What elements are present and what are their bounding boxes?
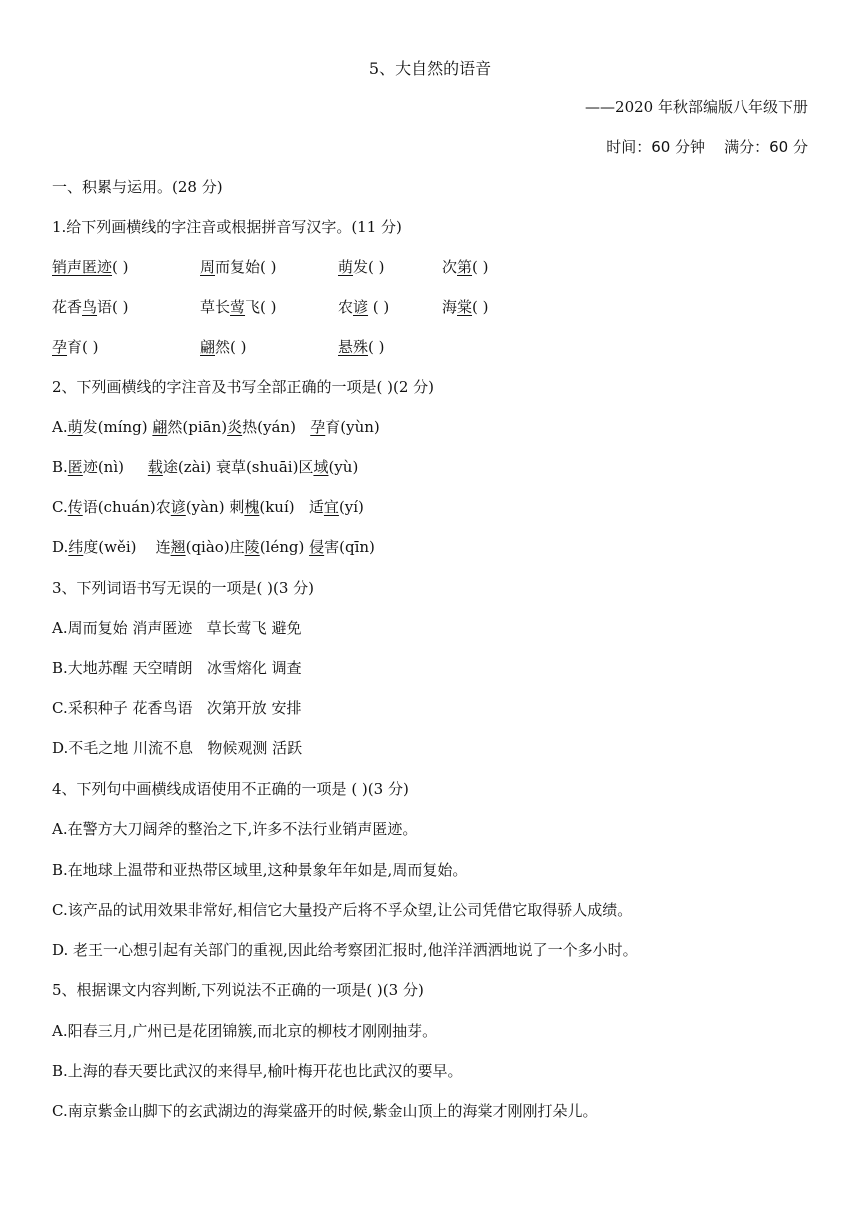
- q4-option-c: C.该产品的试用效果非常好,相信它大量投产后将不孚众望,让公司凭借它取得骄人成绩。: [52, 901, 633, 919]
- question-4-stem: 4、下列句中画横线成语使用不正确的一项是 ( )(3 分): [52, 780, 409, 798]
- q1-item: 翩然( ): [200, 338, 247, 356]
- question-3-stem: 3、下列词语书写无误的一项是( )(3 分): [52, 579, 315, 597]
- time-label: 时间：60 分钟: [606, 138, 706, 156]
- q3-option-d: D.不毛之地 川流不息 物候观测 活跃: [52, 739, 303, 757]
- q1-item: 草长莺飞( ): [200, 298, 277, 316]
- q3-option-c: C.采积种子 花香鸟语 次第开放 安排: [52, 699, 302, 717]
- q5-option-a: A.阳春三月,广州已是花团锦簇,而北京的柳枝才刚刚抽芽。: [52, 1022, 438, 1040]
- q2-option-c: C.传语(chuán)农谚(yàn) 刺槐(kuí) 适宜(yí): [52, 498, 364, 516]
- q1-item: 周而复始( ): [200, 258, 277, 276]
- q5-option-c: C.南京紫金山脚下的玄武湖边的海棠盛开的时候,紫金山顶上的海棠才刚刚打朵儿。: [52, 1102, 598, 1120]
- q2-option-a: A.萌发(míng) 翩然(piān)炎热(yán) 孕育(yùn): [52, 418, 380, 436]
- q1-item: 次第( ): [442, 258, 489, 276]
- q1-item: 农谚 ( ): [338, 298, 390, 316]
- q4-option-d: D. 老王一心想引起有关部门的重视,因此给考察团汇报时,他洋洋洒洒地说了一个多小时。: [52, 941, 638, 959]
- question-5-stem: 5、根据课文内容判断,下列说法不正确的一项是( )(3 分): [52, 981, 424, 999]
- q4-option-a: A.在警方大刀阔斧的整治之下,许多不法行业销声匿迹。: [52, 820, 418, 838]
- q2-option-d: D.纬度(wěi) 连翘(qiào)庄陵(léng) 侵害(qīn): [52, 538, 375, 556]
- q3-option-b: B.大地苏醒 天空晴朗 冰雪熔化 调查: [52, 659, 302, 677]
- q1-item: 花香鸟语( ): [52, 298, 129, 316]
- document-title: 5、大自然的语音: [368, 59, 492, 78]
- q1-item: 萌发( ): [338, 258, 385, 276]
- q4-option-b: B.在地球上温带和亚热带区域里,这种景象年年如是,周而复始。: [52, 861, 468, 879]
- q2-option-b: B.匿迹(nì) 载途(zài) 衰草(shuāi)区域(yù): [52, 458, 359, 476]
- q1-item: 孕育( ): [52, 338, 99, 356]
- q3-option-a: A.周而复始 消声匿迹 草长莺飞 避免: [52, 619, 302, 637]
- exam-meta: [606, 136, 808, 157]
- q1-item: 海棠( ): [442, 298, 489, 316]
- section-heading: 一、积累与运用。(28 分): [52, 178, 223, 196]
- q1-item: 销声匿迹( ): [52, 258, 129, 276]
- question-1-stem: 1.给下列画横线的字注音或根据拼音写汉字。(11 分): [52, 218, 402, 236]
- q1-item: 悬殊( ): [338, 338, 385, 356]
- question-2-stem: 2、下列画横线的字注音及书写全部正确的一项是( )(2 分): [52, 378, 435, 396]
- q5-option-b: B.上海的春天要比武汉的来得早,榆叶梅开花也比武汉的要早。: [52, 1062, 463, 1080]
- score-label: 满分：60 分: [724, 138, 808, 156]
- document-subtitle: ——2020 年秋部编版八年级下册: [585, 98, 808, 116]
